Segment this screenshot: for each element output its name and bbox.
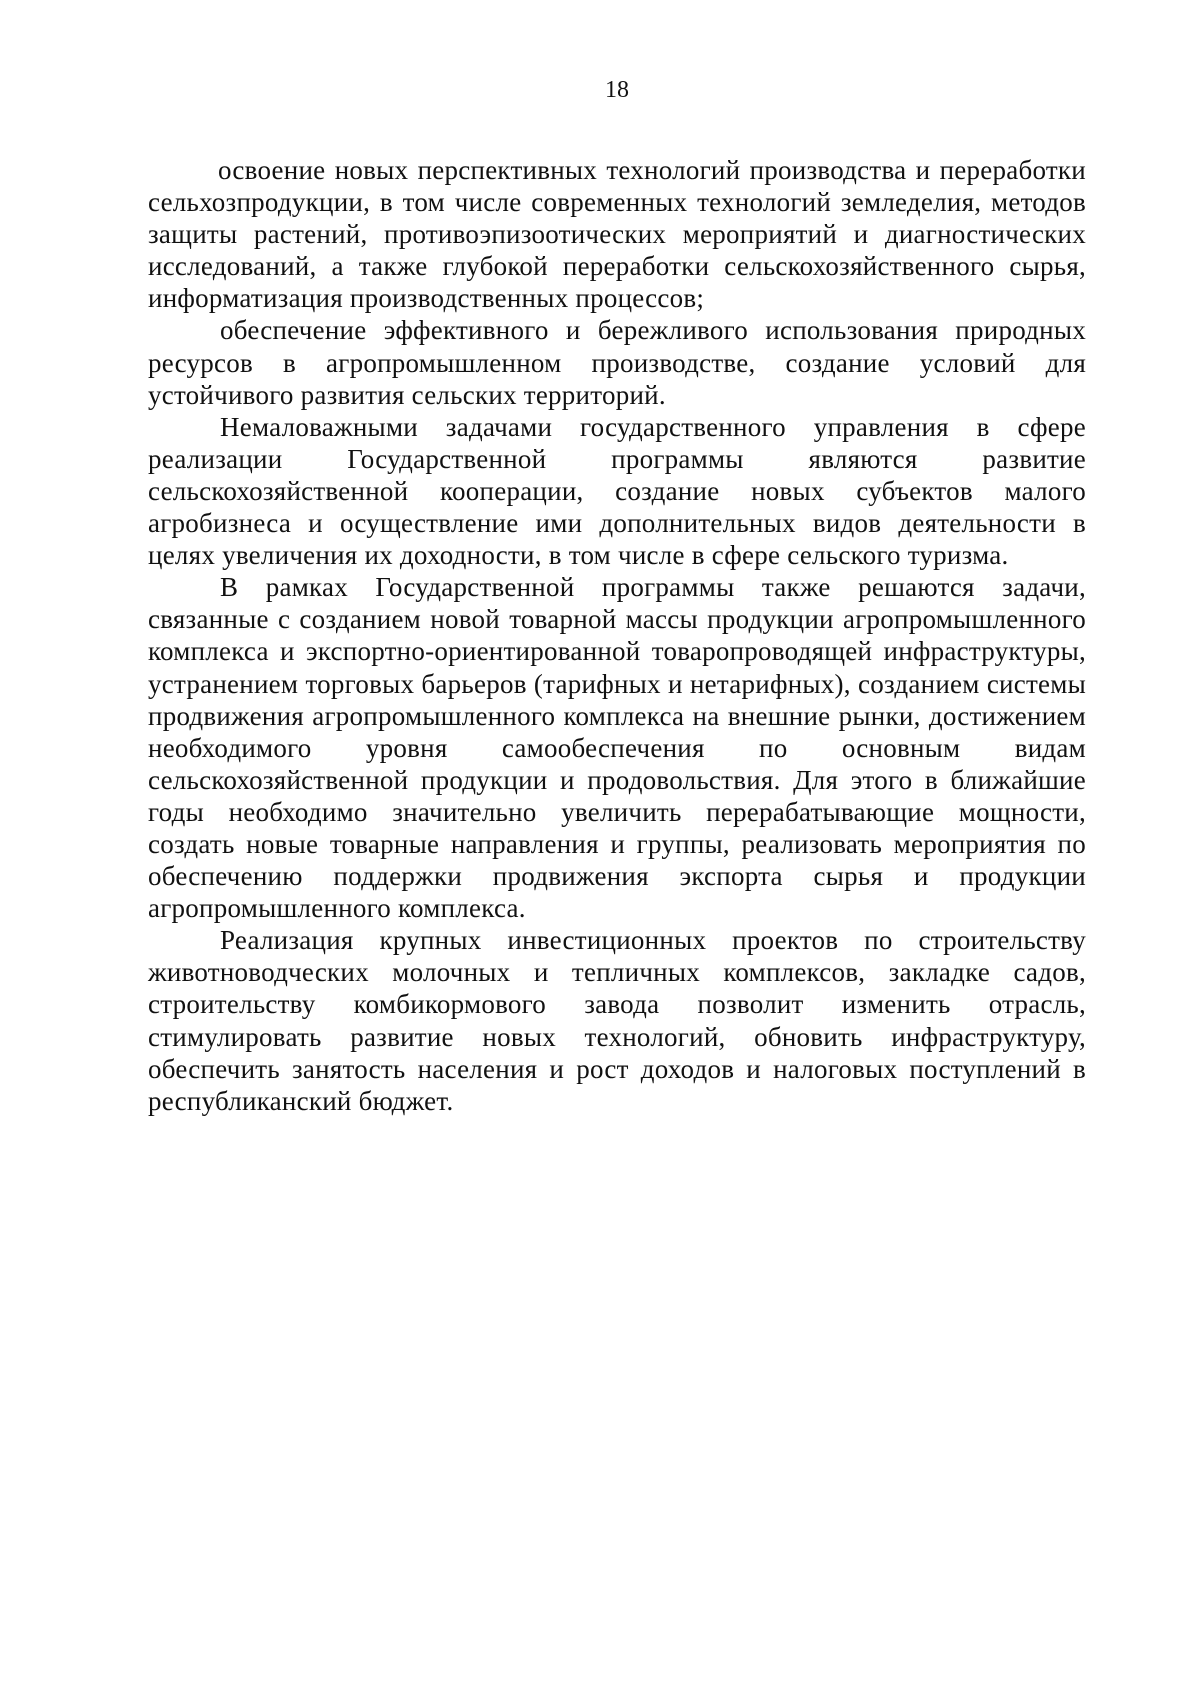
paragraph-cooperation: Немаловажными задачами государственного управления в сфере реализации Государственной программы являются развитие сельскохозяйственной кооперации, создание новых субъектов малого агробизнеса и осуществление ими дополнительных видов деятельности в целях увеличения их доходности, в том числе в сфере сельского туризма. (148, 411, 1086, 571)
paragraph-export: В рамках Государственной программы также решаются задачи, связанные с созданием новой товарной массы продукции агропромышленного комплекса и экспортно-ориентированной товаропроводящей инфраструктуры, устранением торговых барьеров (тарифных и нетарифных), созданием системы продвижения агропромышленного комплекса на внешние рынки, достижением необходимого уровня самообеспечения по основным видам сельскохозяйственной продукции и продовольствия. Для этого в ближайшие годы необходимо значительно увеличить перерабатывающие мощности, создать новые товарные направления и группы, реализовать мероприятия по обеспечению поддержки продвижения экспорта сырья и продукции агропромышленного комплекса. (148, 572, 1086, 924)
paragraph-resources: обеспечение эффективного и бережливого использования природных ресурсов в агропромышленном производстве, создание условий для устойчивого развития сельских территорий. (148, 315, 1086, 410)
page-number: 18 (605, 77, 629, 103)
document-body (148, 154, 1086, 1117)
paragraph-investment: Реализация крупных инвестиционных проектов по строительству животноводческих молочных и тепличных комплексов, закладке садов, строительству комбикормового завода позволит изменить отрасль, стимулировать развитие новых технологий, обновить инфраструктуру, обеспечить занятость населения и рост доходов и налоговых поступлений в республиканский бюджет. (148, 925, 1086, 1116)
paragraph-technologies: освоение новых перспективных технологий производства и переработки сельхозпродукции, в том числе современных технологий земледелия, методов защиты растений, противоэпизоотических мероприятий и диагностических исследований, а также глубокой переработки сельскохозяйственного сырья, информатизация производственных процессов; (148, 155, 1086, 314)
